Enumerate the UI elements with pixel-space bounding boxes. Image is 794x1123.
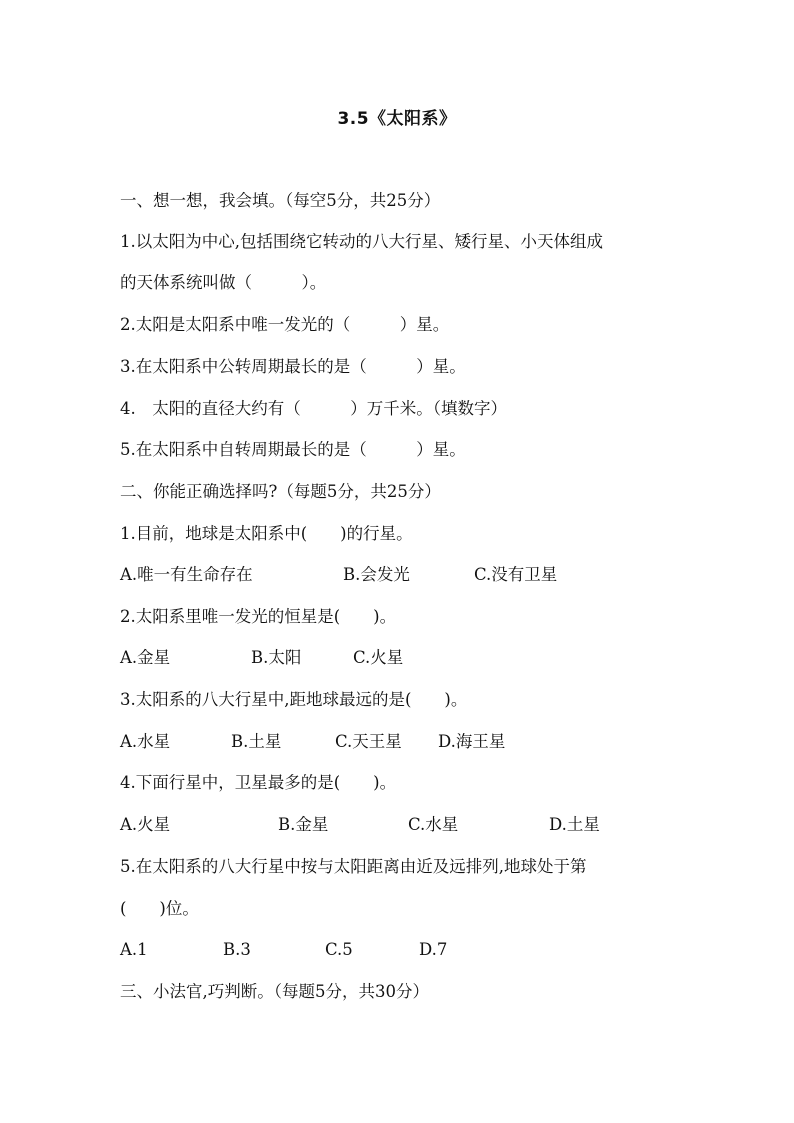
s2-question-4: 4.下面行星中，卫星最多的是( )。 [120,773,397,792]
s2-question-5-line-1: 5.在太阳系的八大行星中按与太阳距离由近及远排列,地球处于第 [120,857,587,876]
option-c: C.水星 [408,815,459,834]
option-c: C.没有卫星 [474,565,558,584]
s2-question-2: 2.太阳系里唯一发光的恒星是( )。 [120,607,397,626]
section1-heading: 一、想一想，我会填。（每空5分，共25分） [120,191,441,210]
s2-question-5-options [120,939,720,961]
option-b: B.太阳 [251,648,302,667]
option-d: D.土星 [549,815,600,834]
option-d: D.7 [419,940,448,959]
s2-question-4-options [120,814,720,836]
s2-question-3: 3.太阳系的八大行星中,距地球最远的是( )。 [120,690,468,709]
s1-question-1-line-1: 1.以太阳为中心,包括围绕它转动的八大行星、矮行星、小天体组成 [120,232,603,251]
option-b: B.金星 [278,815,329,834]
section2-heading: 二、你能正确选择吗?（每题5分，共25分） [120,482,441,501]
option-b: B.会发光 [343,565,410,584]
s1-question-4: 4. 太阳的直径大约有（ ）万千米。（填数字） [120,399,507,418]
option-a: A.火星 [120,815,171,834]
option-b: B.3 [223,940,251,959]
option-c: C.天王星 [335,732,402,751]
option-a: A.1 [120,940,148,959]
s2-question-5-line-2: ( )位。 [120,899,199,918]
option-a: A.水星 [120,732,171,751]
s1-question-1-line-2: 的天体系统叫做（ ）。 [120,273,327,292]
s1-question-2: 2.太阳是太阳系中唯一发光的（ ）星。 [120,315,450,334]
option-b: B.土星 [231,732,282,751]
s1-question-5: 5.在太阳系中自转周期最长的是（ ）星。 [120,440,466,459]
option-a: A.唯一有生命存在 [120,565,253,584]
page-title: 3.5《太阳系》 [337,109,457,129]
option-c: C.火星 [353,648,404,667]
option-a: A.金星 [120,648,171,667]
option-c: C.5 [325,940,353,959]
s2-question-1: 1.目前，地球是太阳系中( )的行星。 [120,524,413,543]
s1-question-3: 3.在太阳系中公转周期最长的是（ ）星。 [120,357,466,376]
s2-question-1-options [120,564,720,586]
section3-heading: 三、小法官,巧判断。（每题5分，共30分） [120,982,429,1001]
s2-question-2-options [120,647,720,669]
option-d: D.海王星 [438,732,506,751]
s2-question-3-options [120,731,720,753]
